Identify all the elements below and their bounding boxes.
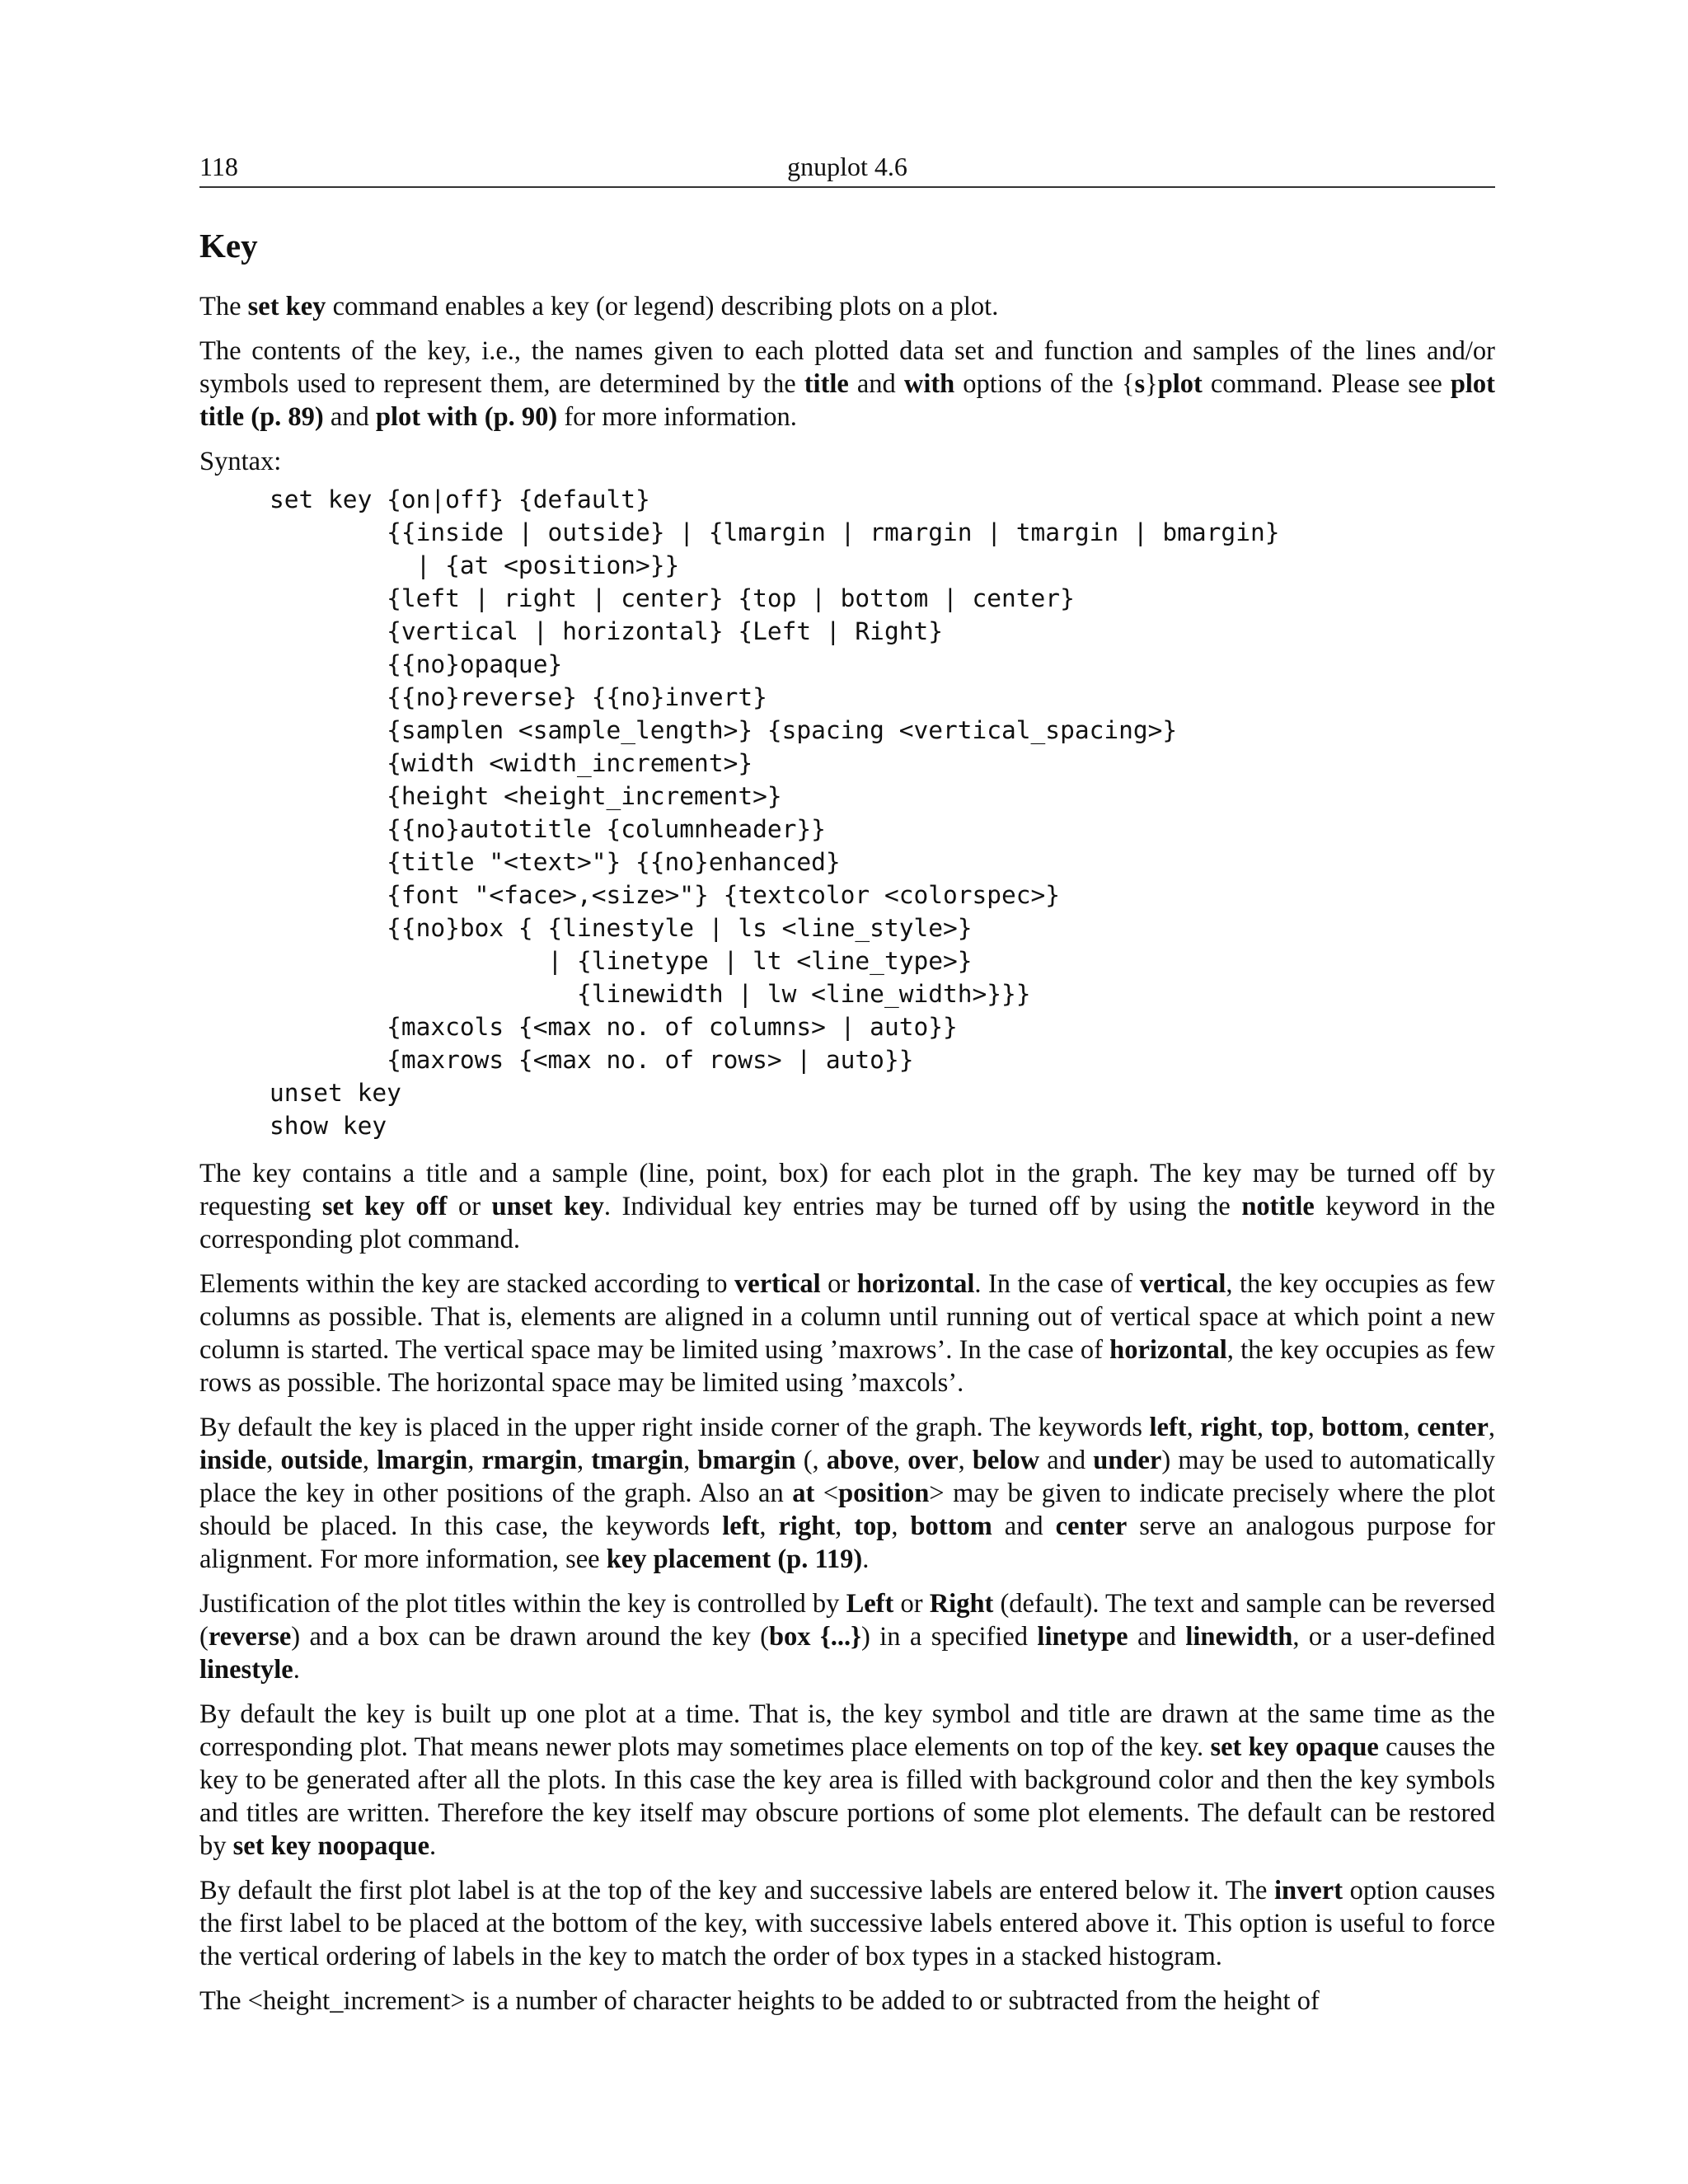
text-run: . Individual key entries may be turned off by using the <box>603 1192 1242 1221</box>
text-run: , <box>1256 1413 1271 1442</box>
text-run: . <box>862 1544 870 1574</box>
bold-term: bottom <box>910 1511 992 1541</box>
bold-term: right <box>778 1511 836 1541</box>
text-run: and <box>992 1511 1056 1541</box>
bold-term: Right <box>929 1589 994 1619</box>
bold-term: plot title (p. 89) <box>199 369 1495 432</box>
bold-term: s <box>1134 369 1146 399</box>
text-run: ) and a box can be drawn around the key ( <box>291 1622 769 1652</box>
text-run: for more information. <box>557 402 797 432</box>
paragraph <box>199 1985 1495 2018</box>
text-run: The contents of the key, i.e., the names given to each plotted data set and function and samples of the lines and/or symbols used to represent them, are determined by the <box>199 336 1495 399</box>
bold-term: under <box>1093 1446 1162 1475</box>
text-run: < <box>814 1479 839 1508</box>
text-run: By default the first plot label is at the top of the key and successive labels are entered below it. The <box>199 1876 1274 1905</box>
text-run: and <box>323 402 376 432</box>
text-run: , <box>1186 1413 1201 1442</box>
bold-term: linewidth <box>1185 1622 1293 1652</box>
bold-term: lmargin <box>377 1446 468 1475</box>
text-run: By default the key is built up one plot at a time. That is, the key symbol and title are drawn at the same time as the corresponding plot. That means newer plots may sometimes place elements on top of the key. <box>199 1699 1495 1762</box>
bold-term: reverse <box>208 1622 292 1652</box>
bold-term: inside <box>199 1446 267 1475</box>
text-run: The <height_increment> is a number of character heights to be added to or subtracted from the height of <box>199 1986 1320 2016</box>
text-run: . <box>293 1655 300 1685</box>
bold-term: tmargin <box>591 1446 684 1475</box>
text-run: , <box>759 1511 779 1541</box>
paragraph <box>199 1411 1495 1576</box>
syntax-label <box>199 445 1495 478</box>
bold-term: over <box>907 1446 959 1475</box>
text-run: serve an analogous purpose for alignment. For more information, see <box>199 1511 1495 1574</box>
text-run: , <box>893 1446 908 1475</box>
section-title: Key <box>199 227 258 265</box>
bold-term: center <box>1055 1511 1128 1541</box>
text-run: or <box>447 1192 492 1221</box>
bold-term: set key <box>247 292 326 321</box>
bold-term: at <box>792 1479 815 1508</box>
bold-term: set key noopaque <box>232 1831 429 1861</box>
bold-term: center <box>1417 1413 1489 1442</box>
text-run: keyword in the corresponding plot command. <box>199 1192 1496 1254</box>
text-run: , <box>958 1446 973 1475</box>
text-run: option causes the first label to be placed at the bottom of the key, with successive labels entered above it. This option is useful to force the vertical ordering of labels in the key to match the order of box types in a stacked histogram. <box>199 1876 1495 1971</box>
paragraph <box>199 290 1495 323</box>
bold-term: title <box>804 369 849 399</box>
bold-term: plot with (p. 90) <box>375 402 558 432</box>
text-run: , <box>266 1446 281 1475</box>
bold-term: notitle <box>1241 1192 1315 1221</box>
text-run: and <box>1128 1622 1186 1652</box>
text-run: ) in a specified <box>860 1622 1038 1652</box>
bold-term: bottom <box>1321 1413 1404 1442</box>
text-run: and <box>848 369 904 399</box>
bold-term: box {...} <box>768 1622 861 1652</box>
text-run: , <box>362 1446 377 1475</box>
text-run: Elements within the key are stacked according to <box>199 1269 735 1299</box>
text-run: . In the case of <box>974 1269 1140 1299</box>
bold-term: horizontal <box>1109 1335 1227 1365</box>
text-run: By default the key is placed in the upper right inside corner of the graph. The keywords <box>199 1413 1150 1442</box>
text-run: and <box>1039 1446 1094 1475</box>
bold-term: position <box>838 1479 930 1508</box>
text-run: , the key occupies as few rows as possible. The horizontal space may be limited using ’maxcols’. <box>199 1335 1495 1398</box>
bold-term: vertical <box>734 1269 821 1299</box>
text-run: ) may be used to automatically place the key in other positions of the graph. Also an <box>199 1446 1496 1508</box>
bold-term: set key opaque <box>1210 1732 1379 1762</box>
text-run: , <box>577 1446 592 1475</box>
body-text <box>199 290 1495 2029</box>
text-run: options of the { <box>954 369 1135 399</box>
bold-term: rmargin <box>481 1446 577 1475</box>
paragraph <box>199 1874 1495 1973</box>
bold-term: Left <box>846 1589 894 1619</box>
text-run: command enables a key (or legend) describing plots on a plot. <box>326 292 999 321</box>
paragraph <box>199 1268 1495 1399</box>
bold-term: unset key <box>491 1192 604 1221</box>
text-run: , <box>1307 1413 1322 1442</box>
bold-term: set key off <box>321 1192 448 1221</box>
text-run: , <box>891 1511 911 1541</box>
bold-term: top <box>1270 1413 1308 1442</box>
running-header <box>199 150 1495 188</box>
bold-term: above <box>826 1446 894 1475</box>
text-run: The <box>199 292 248 321</box>
bold-term: left <box>1149 1413 1187 1442</box>
running-title: gnuplot 4.6 <box>787 152 907 181</box>
syntax-code-block: set key {on|off} {default} {{inside | outside} | {lmargin | rmargin | tmargin | bmargin} | {at <position>}} {left | right | center} {top | bottom | center} {vertical | horizontal} {Left | Right} {{no}opaque} {{no}reverse} {{no}invert} {samplen <sample_length>} {spacing <vertical_spacing>} {width <width_increment>} {height <height_increment>} {{no}autotitle {columnheader}} {title "<text>"} {{no}enhanced} {font "<face>,<size>"} {textcolor <colorspec>} {{no}box { {linestyle | ls <line_style>} | {linetype | lt <line_type>} {linewidth | lw <line_width>}}} {maxcols {<max no. of columns> | auto}} {maxrows {<max no. of rows> | auto}} unset key show key <box>270 485 1280 1140</box>
text-run: Syntax: <box>199 447 282 476</box>
bold-term: bmargin <box>697 1446 796 1475</box>
text-run: (default). The text and sample can be reversed ( <box>199 1589 1495 1652</box>
text-run: , <box>1403 1413 1418 1442</box>
text-run: causes the key to be generated after all the plots. In this case the key area is filled with background color and then the key symbols and titles are written. Therefore the key itself may obscure portions of some plot elements. The default can be restored by <box>199 1732 1495 1861</box>
bold-term: below <box>972 1446 1040 1475</box>
text-run: } <box>1145 369 1158 399</box>
bold-term: linestyle <box>199 1655 293 1685</box>
text-run: , <box>683 1446 698 1475</box>
bold-term: top <box>854 1511 892 1541</box>
bold-term: invert <box>1274 1876 1343 1905</box>
page-number: 118 <box>199 152 238 181</box>
text-run: > may be given to indicate precisely where the plot should be placed. In this case, the keywords <box>199 1479 1495 1541</box>
bold-term: right <box>1200 1413 1257 1442</box>
paragraph <box>199 335 1495 434</box>
text-run: . <box>429 1831 437 1861</box>
text-run: , <box>467 1446 482 1475</box>
bold-term: plot <box>1157 369 1203 399</box>
text-run: or <box>893 1589 930 1619</box>
text-run: command. Please see <box>1202 369 1451 399</box>
text-run: Justification of the plot titles within the key is controlled by <box>199 1589 846 1619</box>
paragraph <box>199 1587 1495 1686</box>
bold-term: vertical <box>1139 1269 1226 1299</box>
paragraph <box>199 1157 1495 1256</box>
text-run: , the key occupies as few columns as possible. That is, elements are aligned in a column until running out of vertical space at which point a new column is started. The vertical space may be limited using ’maxrows’. In the case of <box>199 1269 1496 1365</box>
bold-term: linetype <box>1037 1622 1128 1652</box>
text-run: , <box>835 1511 855 1541</box>
paragraph <box>199 1698 1495 1863</box>
text-run: or <box>820 1269 857 1299</box>
text-run: The key contains a title and a sample (line, point, box) for each plot in the graph. The key may be turned off by requesting <box>199 1159 1495 1221</box>
bold-term: with <box>903 369 955 399</box>
bold-term: left <box>722 1511 760 1541</box>
bold-term: outside <box>280 1446 363 1475</box>
text-run: , <box>1488 1413 1496 1442</box>
text-run: (, <box>795 1446 827 1475</box>
bold-term: horizontal <box>856 1269 975 1299</box>
text-run: , or a user-defined <box>1292 1622 1495 1652</box>
bold-term: key placement (p. 119) <box>606 1544 863 1574</box>
